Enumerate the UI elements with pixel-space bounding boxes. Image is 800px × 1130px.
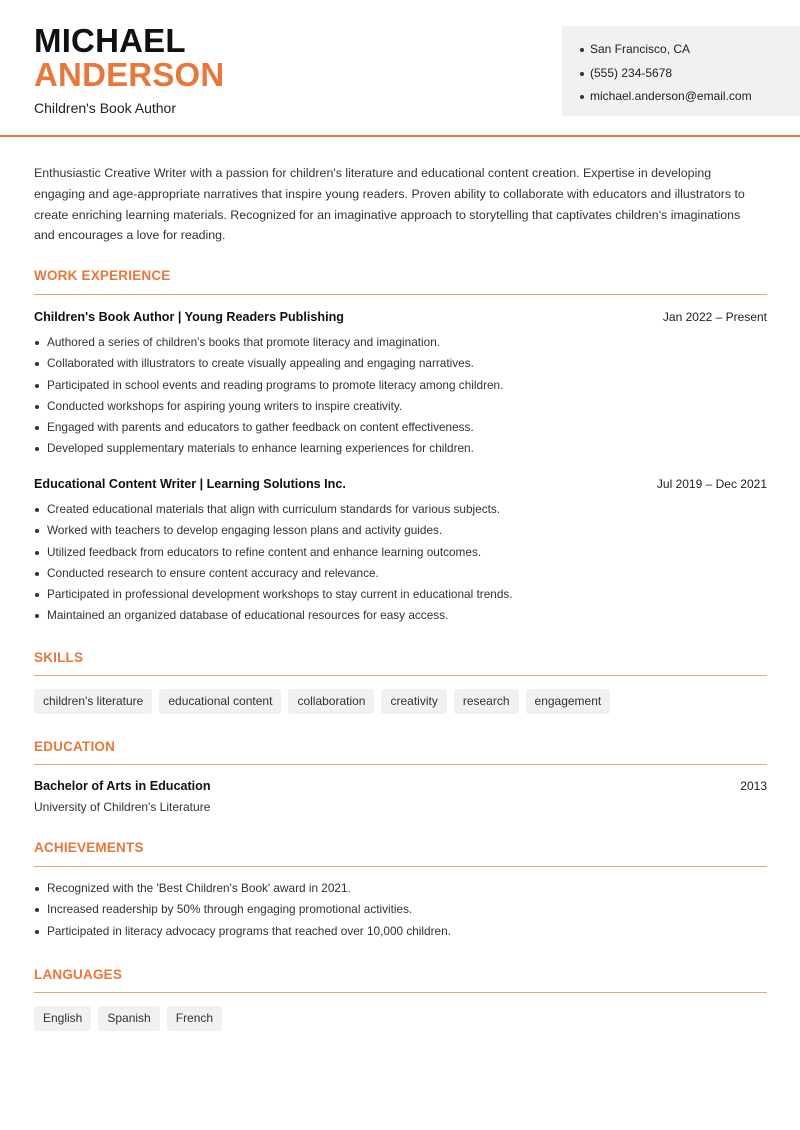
job-title-entry: Children's Book Author | Young Readers Publishing (34, 310, 344, 324)
list-item: Engaged with parents and educators to gather feedback on content effectiveness. (34, 417, 764, 438)
job-title-entry: Educational Content Writer | Learning Solutions Inc. (34, 477, 346, 491)
list-item: Recognized with the 'Best Children's Book' award in 2021. (34, 878, 764, 899)
list-item: Maintained an organized database of educational resources for easy access. (34, 605, 764, 626)
degree: Bachelor of Arts in Education (34, 779, 211, 793)
list-item: Created educational materials that align with curriculum standards for various subjects. (34, 499, 764, 520)
job-bullets (34, 499, 764, 627)
list-item: Authored a series of children's books that promote literacy and imagination. (34, 332, 764, 353)
section-divider (34, 866, 767, 867)
skill-tag: engagement (526, 689, 611, 714)
section-title-work-experience: WORK EXPERIENCE (34, 268, 171, 283)
summary: Enthusiastic Creative Writer with a passion for children's literature and educational content creation. Expertise in developing engaging and age-appropriate narratives that inspire young readers. Proven ability to collaborate with educators and illustrators to create enriching learning materials. Recognized for an imaginative approach to storytelling that captivates children's imaginations and encourages a love for reading. (34, 166, 745, 243)
list-item: Conducted workshops for aspiring young writers to inspire creativity. (34, 396, 764, 417)
skills-tags (34, 689, 610, 714)
list-item: Worked with teachers to develop engaging lesson plans and activity guides. (34, 520, 764, 541)
language-tag: Spanish (98, 1006, 159, 1031)
skill-tag: creativity (381, 689, 446, 714)
contact-phone: (555) 234-5678 (580, 62, 800, 86)
section-title-achievements: ACHIEVEMENTS (34, 840, 144, 855)
contact-location: San Francisco, CA (580, 38, 800, 62)
section-title-education: EDUCATION (34, 739, 116, 754)
job-bullets (34, 332, 764, 460)
list-item: Utilized feedback from educators to refine content and enhance learning outcomes. (34, 542, 764, 563)
last-name: ANDERSON (34, 56, 225, 93)
list-item: Developed supplementary materials to enhance learning experiences for children. (34, 438, 764, 459)
skill-tag: educational content (159, 689, 281, 714)
list-item: Participated in literacy advocacy programs that reached over 10,000 children. (34, 921, 764, 942)
section-divider (34, 675, 767, 676)
job-title: Children's Book Author (34, 100, 176, 116)
language-tag: English (34, 1006, 91, 1031)
section-title-skills: SKILLS (34, 650, 84, 665)
skill-tag: children's literature (34, 689, 152, 714)
section-divider (34, 764, 767, 765)
graduation-year: 2013 (740, 779, 767, 793)
skill-tag: collaboration (288, 689, 374, 714)
contact-email[interactable]: michael.anderson@email.com (580, 85, 800, 109)
job-dates: Jan 2022 – Present (662, 310, 767, 324)
section-divider (34, 992, 767, 993)
list-item: Conducted research to ensure content accuracy and relevance. (34, 563, 764, 584)
resume-header (0, 0, 800, 137)
first-name: MICHAEL (34, 22, 186, 59)
list-item: Collaborated with illustrators to create visually appealing and engaging narratives. (34, 353, 764, 374)
language-tag: French (167, 1006, 222, 1031)
list-item: Participated in professional development workshops to stay current in educational trends. (34, 584, 764, 605)
school-name: University of Children's Literature (34, 800, 211, 814)
contact-box (562, 26, 800, 116)
contact-list (580, 38, 800, 109)
section-title-languages: LANGUAGES (34, 967, 123, 982)
skill-tag: research (454, 689, 519, 714)
language-tags (34, 1006, 222, 1031)
list-item: Participated in school events and reading programs to promote literacy among children. (34, 375, 764, 396)
section-divider (34, 294, 767, 295)
achievement-bullets (34, 878, 764, 942)
job-dates: Jul 2019 – Dec 2021 (656, 477, 767, 491)
list-item: Increased readership by 50% through engaging promotional activities. (34, 899, 764, 920)
